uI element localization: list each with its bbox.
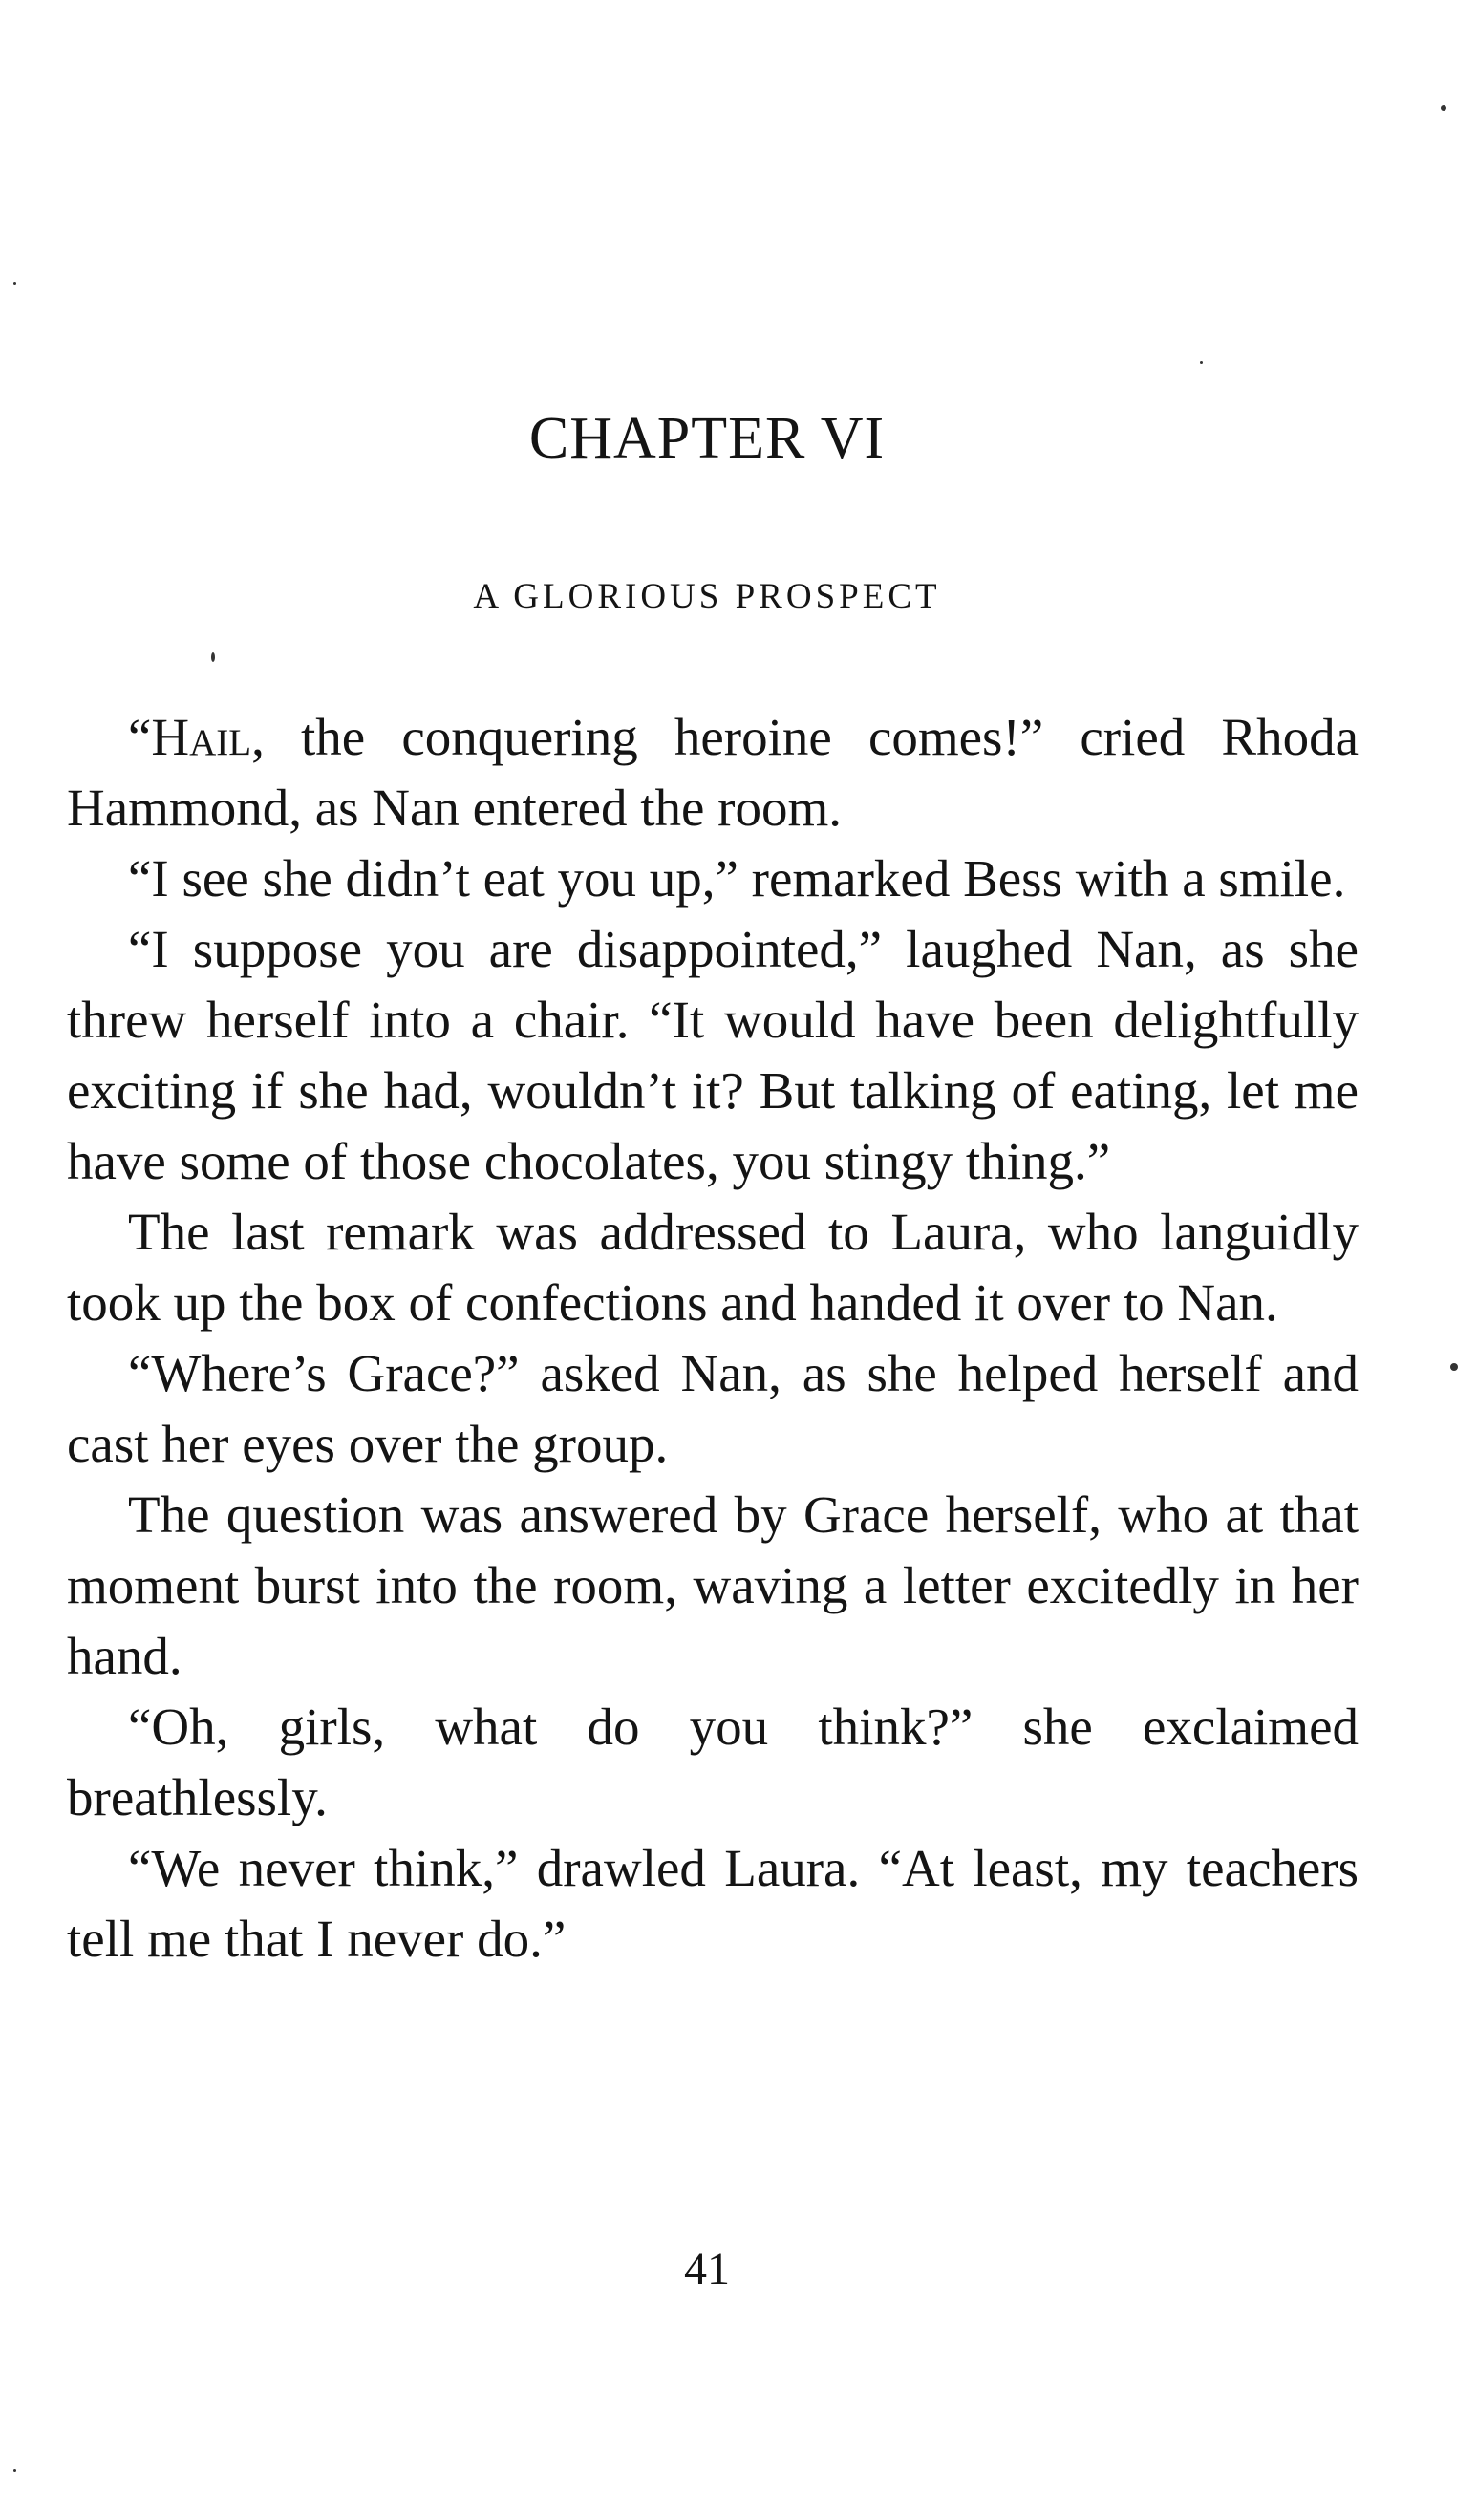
paragraph-text: “I suppose you are disappointed,” laughed Nan, as she threw herself into a chair. “It would have been delightfully exciting if she had, wouldn’t it? But talking of eating, let me have some of those chocolates, you stingy thing.” bbox=[67, 920, 1359, 1190]
chapter-title: CHAPTER VI bbox=[528, 406, 886, 471]
paragraph-text: the conquering heroine comes!” cried Rhoda Hammond, as Nan entered the room. bbox=[67, 708, 1359, 837]
paragraph bbox=[67, 1480, 1359, 1692]
paragraph bbox=[67, 1338, 1359, 1480]
paragraph bbox=[67, 1692, 1359, 1833]
paragraph bbox=[67, 1833, 1359, 1975]
paragraph bbox=[67, 914, 1359, 1197]
scan-speck bbox=[13, 282, 16, 285]
chapter-body bbox=[67, 702, 1359, 1975]
paragraph-text: The last remark was addressed to Laura, who languidly took up the box of confections and handed it over to Nan. bbox=[67, 1203, 1359, 1332]
scan-speck bbox=[1450, 1363, 1458, 1371]
scan-speck bbox=[13, 2469, 16, 2472]
paragraph-text: “Oh, girls, what do you think?” she exclaimed breathlessly. bbox=[67, 1698, 1359, 1826]
paragraph-text: “Where’s Grace?” asked Nan, as she helped herself and cast her eyes over the group. bbox=[67, 1344, 1359, 1473]
paragraph-text: “I see she didn’t eat you up,” remarked Bess with a smile. bbox=[128, 849, 1346, 908]
scan-speck bbox=[211, 652, 215, 662]
paragraph bbox=[67, 702, 1359, 844]
chapter-subtitle: A GLORIOUS PROSPECT bbox=[473, 577, 941, 616]
page-number: 41 bbox=[684, 2244, 730, 2295]
paragraph-text: “We never think,” drawled Laura. “At least, my teachers tell me that I never do.” bbox=[67, 1839, 1359, 1968]
paragraph bbox=[67, 1197, 1359, 1338]
paragraph bbox=[67, 844, 1359, 914]
scan-speck bbox=[1200, 361, 1203, 364]
paragraph-text: The question was answered by Grace herself, who at that moment burst into the room, waving a letter excitedly in her hand. bbox=[67, 1485, 1359, 1685]
paragraph-lead-word: “Hail, bbox=[128, 708, 265, 766]
scan-speck bbox=[1441, 105, 1446, 111]
